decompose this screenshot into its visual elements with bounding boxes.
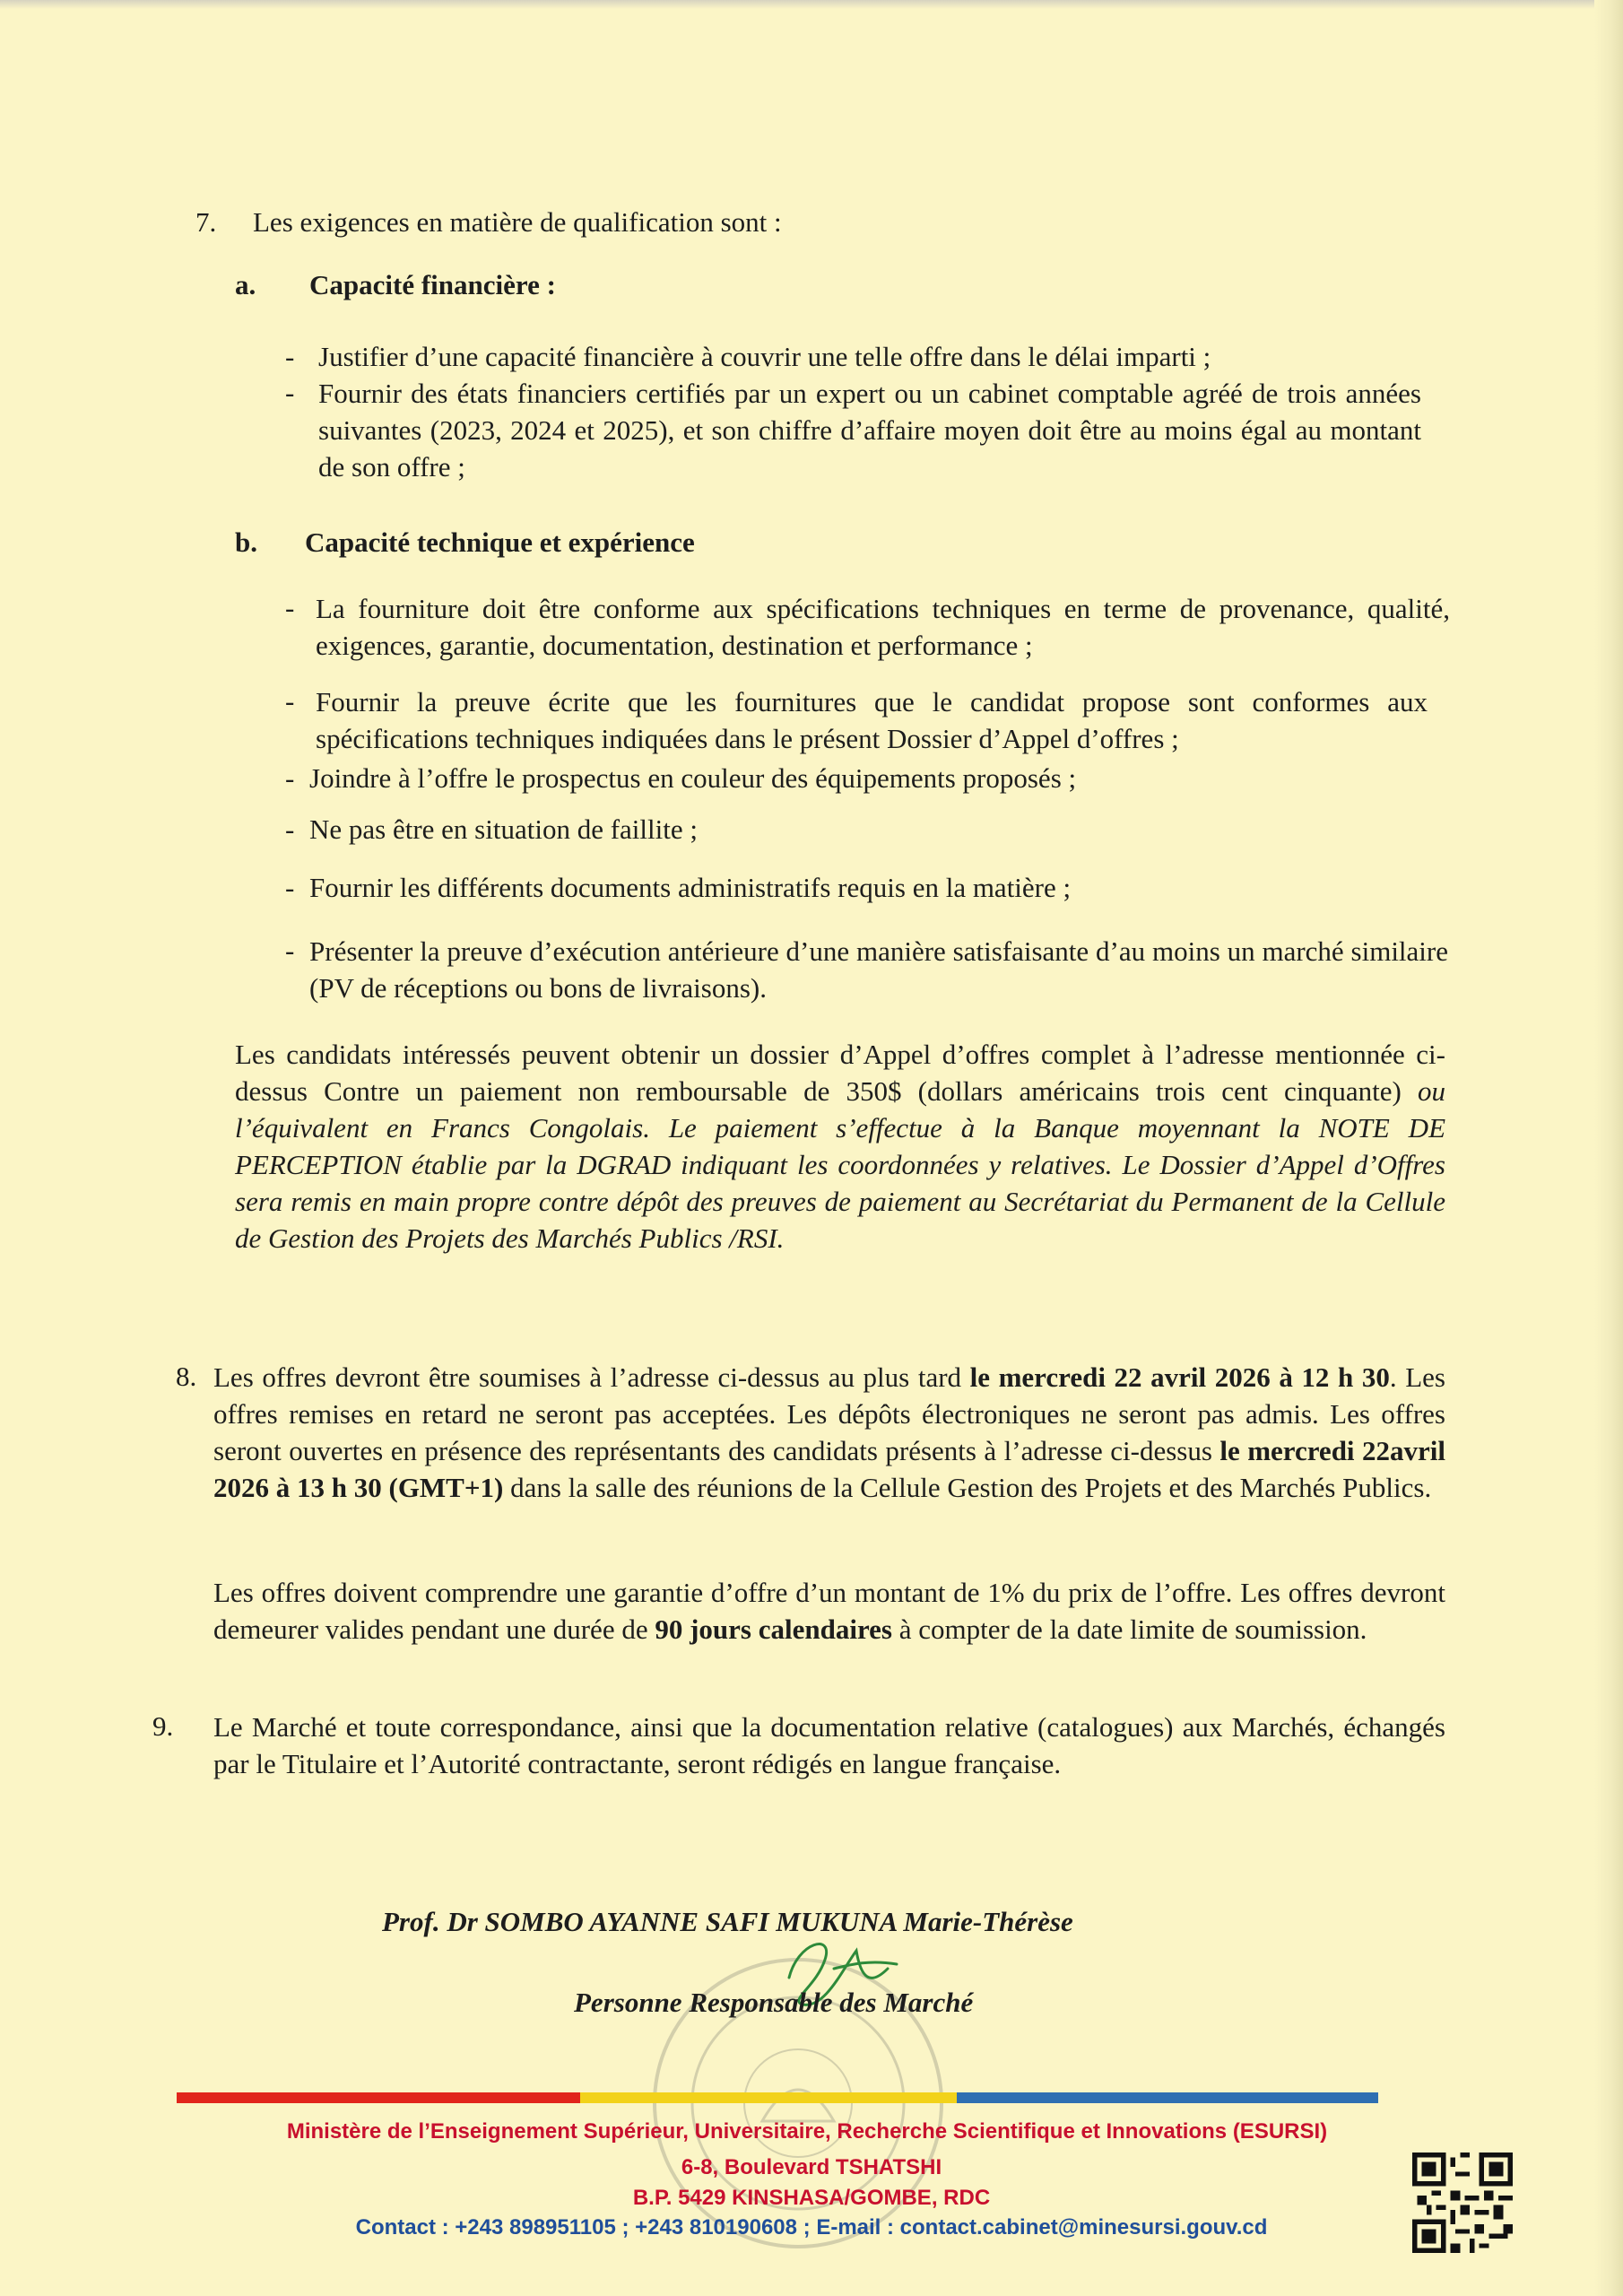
s8-text: . Les offres remises en retard ne seront pas acceptées. Les dépôts électroniques ne seront pas admis. Les offres seront ouvertes en présence des représentants des candidats présents à l’adresse ci-dessus	[213, 1361, 1446, 1466]
validity-period: 90 jours calendaires	[655, 1613, 892, 1645]
financial-item-2	[318, 375, 1421, 485]
bullet-dash: -	[285, 377, 295, 408]
technical-item-2-text: Fournir la preuve écrite que les fournitures que le candidat propose sont conformes aux spécifications techniques indiquées dans le présent Dossier d’Appel d’offres ;	[316, 686, 1428, 754]
section-7-intro: Les exigences en matière de qualification sont :	[253, 206, 782, 238]
footer-contact: Contact : +243 898951105 ; +243 810190608 ; E-mail : contact.cabinet@minesursi.gouv.cd	[355, 2215, 1268, 2239]
technical-item-2	[316, 683, 1428, 757]
financial-item-2-text: Fournir des états financiers certifiés par un expert ou un cabinet comptable agréé de trois années suivantes (2023, 2024 et 2025), et son chiffre d’affaire moyen doit être au moins égal au montant de son offre ;	[318, 378, 1421, 483]
submission-deadline: le mercredi 22 avril 2026 à 12 h 30	[969, 1361, 1390, 1393]
page-top-edge	[0, 0, 1623, 9]
financial-item-1: Justifier d’une capacité financière à couvrir une telle offre dans le délai imparti ;	[318, 341, 1211, 372]
bullet-dash: -	[285, 592, 295, 623]
section-9-number: 9.	[152, 1710, 174, 1742]
technical-item-4: Ne pas être en situation de faillite ;	[309, 813, 698, 845]
opening-date: le mercredi 22avril 2026 à 13 h 30 (GMT+1)	[213, 1435, 1445, 1503]
footer-address: 6-8, Boulevard TSHATSHI	[681, 2155, 942, 2179]
dossier-text-regular: Les candidats intéressés peuvent obtenir un dossier d’Appel d’offres complet à l’adresse mentionnée ci-dessus Contre un paiement non remboursable de 350$ (dollars américains trois cent cinquante)	[235, 1039, 1445, 1107]
section-8-number: 8.	[176, 1361, 197, 1392]
s8-text: dans la salle des réunions de la Cellule Gestion des Projets et des Marchés Publics.	[503, 1472, 1432, 1503]
section-7a-title: Capacité financière :	[309, 269, 556, 300]
footer-bar-yellow	[580, 2092, 957, 2103]
section-9-paragraph	[213, 1709, 1445, 1782]
section-7b-title: Capacité technique et expérience	[305, 526, 695, 558]
technical-item-6	[309, 933, 1448, 1006]
technical-item-3: Joindre à l’offre le prospectus en couleur des équipements proposés ;	[309, 762, 1077, 794]
footer-bar-blue	[957, 2092, 1378, 2103]
technical-item-1-text: La fourniture doit être conforme aux spécifications techniques en terme de provenance, qualité, exigences, garantie, documentation, destination et performance ;	[316, 593, 1450, 661]
s8-text: à compter de la date limite de soumission.	[891, 1613, 1367, 1645]
footer-tricolor-bar	[177, 2092, 1378, 2103]
signatory-title: Personne Responsable des Marché	[574, 1987, 974, 2018]
bullet-dash: -	[285, 762, 295, 794]
dossier-paragraph	[235, 1036, 1445, 1257]
bullet-dash: -	[285, 685, 295, 717]
s9-text: Le Marché et toute correspondance, ainsi que la documentation relative (catalogues) aux Marchés, échangés par le Titulaire et l’Autorité contractante, seront rédigés en langue française.	[213, 1711, 1445, 1779]
section-7-number: 7.	[195, 206, 217, 238]
section-8-paragraph-1	[213, 1359, 1445, 1506]
qr-code-icon	[1412, 2152, 1513, 2253]
technical-item-1	[316, 590, 1450, 664]
section-8-paragraph-2	[213, 1574, 1445, 1648]
footer-bar-red	[177, 2092, 580, 2103]
dossier-text-italic: ou l’équivalent en Francs Congolais. Le paiement s’effectue à la Banque moyennant la NOTE DE PERCEPTION établie par la DGRAD indiquant les coordonnées y relatives. Le Dossier d’Appel d’Offres sera remis en main propre contre dépôt des preuves de paiement au Secrétariat du Permanent de la Cellule de Gestion des Projets des Marchés Publics /RSI.	[235, 1075, 1446, 1254]
footer-bp: B.P. 5429 KINSHASA/GOMBE, RDC	[632, 2186, 991, 2210]
page-right-edge	[1594, 0, 1623, 2296]
section-7a-letter: a.	[235, 269, 256, 300]
bullet-dash: -	[285, 813, 295, 845]
s8-text: Les offres doivent comprendre une garantie d’offre d’un montant de 1% du prix de l’offre. Les offres devront demeurer valides pendant une durée de	[213, 1577, 1445, 1645]
bullet-dash: -	[285, 935, 295, 966]
section-7b-letter: b.	[235, 526, 257, 558]
technical-item-6-text: Présenter la preuve d’exécution antérieure d’une manière satisfaisante d’au moins un marché similaire (PV de réceptions ou bons de livraisons).	[309, 935, 1448, 1004]
bullet-dash: -	[285, 341, 295, 372]
bullet-dash: -	[285, 872, 295, 903]
technical-item-5: Fournir les différents documents administratifs requis en la matière ;	[309, 872, 1072, 903]
footer-ministry: Ministère de l’Enseignement Supérieur, Universitaire, Recherche Scientifique et Innovations (ESURSI)	[286, 2119, 1328, 2144]
s8-text: Les offres devront être soumises à l’adresse ci-dessus au plus tard	[213, 1361, 970, 1393]
signatory-name: Prof. Dr SOMBO AYANNE SAFI MUKUNA Marie-Thérèse	[382, 1906, 1073, 1937]
